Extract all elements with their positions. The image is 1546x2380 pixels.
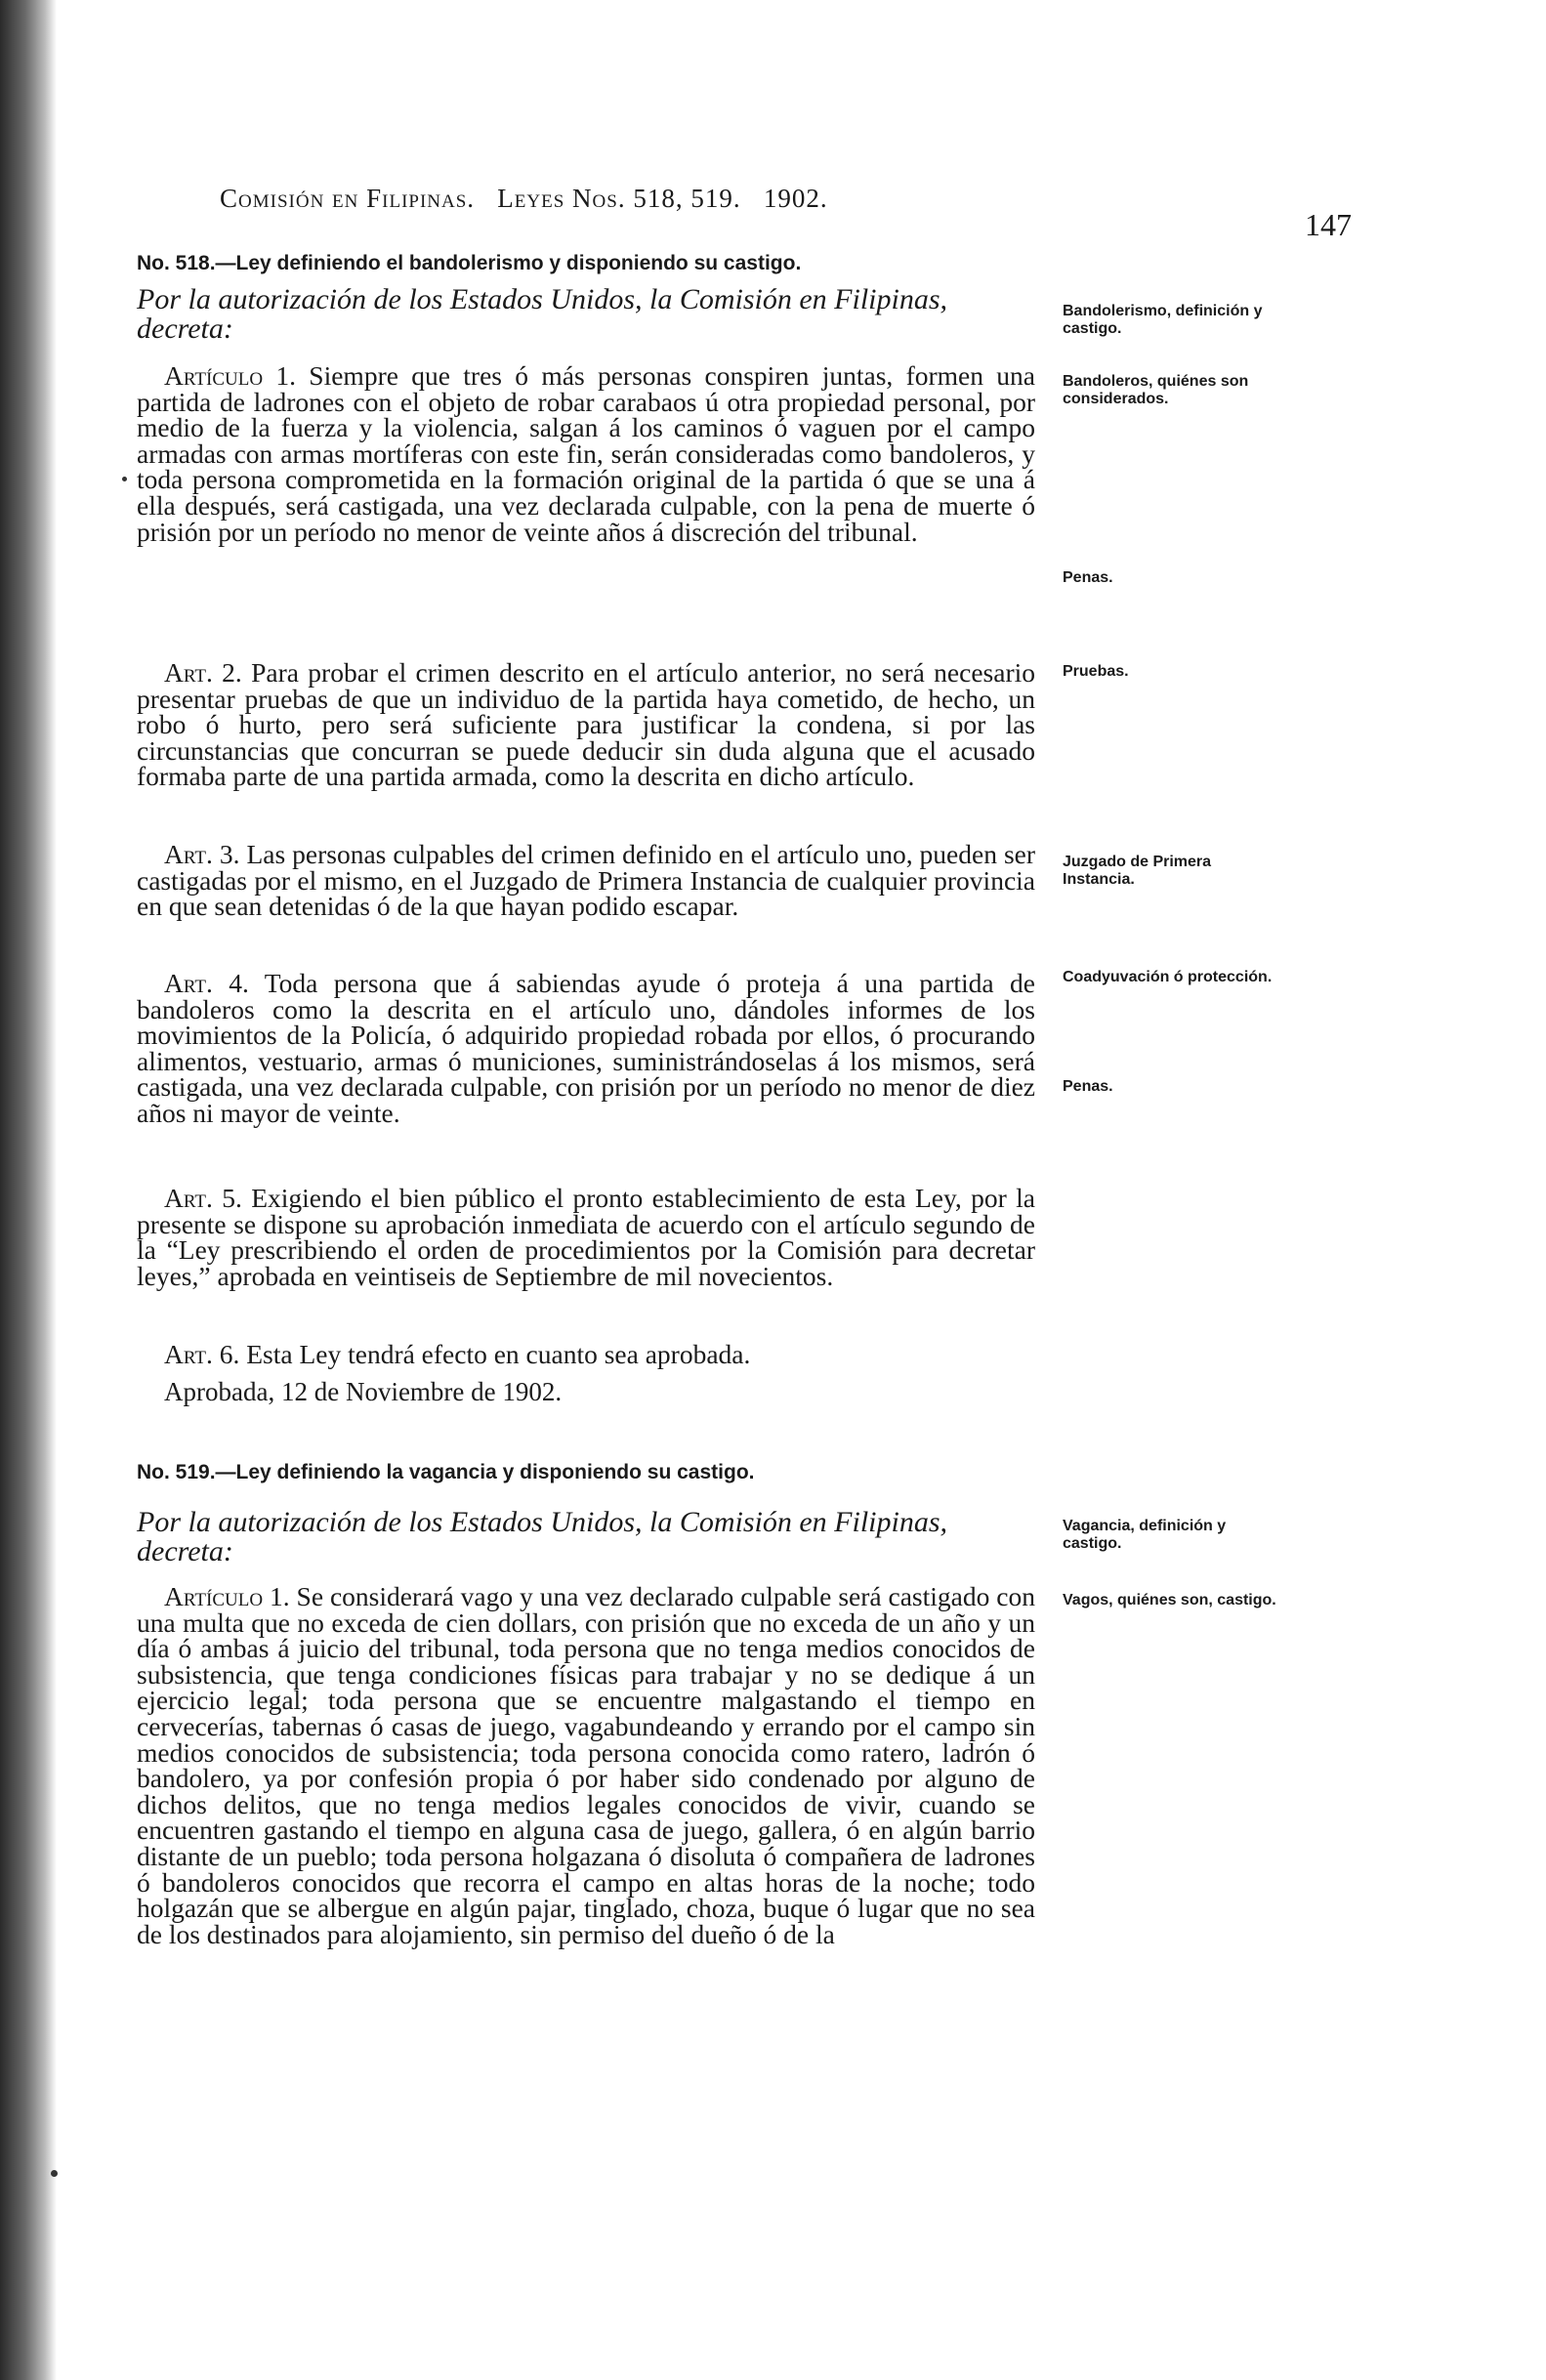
law-518-enacting <box>137 285 1045 344</box>
law-518-art-1 <box>137 360 1036 547</box>
approval-date: Aprobada, 12 de Noviembre de 1902. <box>164 1377 563 1406</box>
law-519-heading: No. 519.—Ley definiendo la vagancia y disponiendo su castigo. <box>137 1461 755 1483</box>
law-519-enacting-clause: Por la autorización de los Estados Unidos, la Comisión en Filipinas, decreta: <box>137 1506 948 1567</box>
law-518-art-4 <box>137 968 1035 1128</box>
article-label: Art. 6. <box>164 1339 240 1369</box>
side-note-penas-2: Penas. <box>1063 1078 1113 1095</box>
law-518-approved <box>137 1377 1035 1407</box>
running-head <box>220 184 1021 214</box>
article-text: Exigiendo el bien público el pronto establecimiento de esta Ley, por la presente se dispone su aprobación inmediata de acuerdo con el artículo segundo de la “Ley prescribiendo el orden de procedimientos por la Comisión para decretar leyes,” aprobada en veintiseis de Septiembre de mil novecientos. <box>137 1183 1035 1291</box>
scan-speck <box>122 477 127 481</box>
side-note-bandolerismo: Bandolerismo, definición y castigo. <box>1063 303 1263 337</box>
article-text: Se considerará vago y una vez declarado culpable será castigado con una multa que no exceda de cien dollars, con prisión que no exceda de un año y un día ó ambas á juicio del tribunal, toda persona que no tenga medios conocidos de subsistencia, que tenga condiciones físicas para trabajar y no se dedique á un ejercicio legal; toda persona que se encuentre malgastando el tiempo en cervecerías, tabernas ó casas de juego, vagabundeando y errando por el campo sin medios conocidos de subsistencia; toda persona conocida como ratero, ladrón ó bandolero, ya por confesión propia ó por haber sido condenado por alguno de dichos delitos, que no tenga medios legales conocidos de vivir, cuando se encuentren gastando el tiempo en alguna casa de juego, gallera, ó en algún barrio distante de un pueblo; toda persona holgazana ó disoluta ó compañera de ladrones ó bandoleros conocidos que recorra el campo en altas horas de la noche; todo holgazán que se albergue en algún pajar, tinglado, choza, buque ó lugar que no sea de los destinados para alojamiento, sin permiso del dueño ó de la <box>137 1581 1036 1949</box>
article-label: Art. 2. <box>164 657 242 688</box>
law-519-art-1 <box>137 1581 1036 1949</box>
article-label: Art. 5. <box>164 1183 242 1213</box>
law-518-art-2 <box>137 657 1036 792</box>
running-head-year: 1902. <box>763 184 828 213</box>
law-519 <box>137 1461 1035 1484</box>
article-label: Art. 4. <box>164 968 249 998</box>
article-text: Para probar el crimen descrito en el artículo anterior, no será necesario presentar pruebas de que un individuo de la partida haya cometido, de hecho, un robo ó hurto, pero será suficiente para justificar la condena, si por las circunstancias que concurran se puede deducir sin duda alguna que el acusado formaba parte de una partida armada, como la descrita en dicho artículo. <box>137 657 1036 792</box>
side-note-bandoleros: Bandoleros, quiénes son considerados. <box>1063 373 1249 407</box>
side-note-penas: Penas. <box>1063 569 1113 586</box>
side-note-vagancia: Vagancia, definición y castigo. <box>1063 1518 1227 1552</box>
article-label: Artículo 1. <box>164 360 296 391</box>
law-518-art-5 <box>137 1183 1035 1291</box>
law-518-heading: No. 518.—Ley definiendo el bandolerismo y disponiendo su castigo. <box>137 252 802 274</box>
article-label: Artículo 1. <box>164 1581 290 1611</box>
page-number: 147 <box>1305 207 1352 242</box>
side-note-vagos: Vagos, quiénes son, castigo. <box>1063 1592 1276 1608</box>
running-head-laws: Leyes Nos. 518, 519. <box>497 184 741 213</box>
side-note-juzgado: Juzgado de Primera Instancia. <box>1063 854 1212 888</box>
article-text: Siempre que tres ó más personas conspiren juntas, formen una partida de ladrones con el objeto de robar carabaos ú otra propiedad personal, por medio de la fuerza y la violencia, salgan á los caminos ó vaguen por el campo armadas con armas mortíferas con este fin, serán consideradas como bandoleros, y toda persona comprometida en la formación original de la partida ó que se una á ella después, será castigada, una vez declarada culpable, con la pena de muerte ó prisión por un período no menor de veinte años á discreción del tribunal. <box>137 360 1036 547</box>
scan-speck <box>51 2170 58 2177</box>
side-note-coadyuvacion: Coadyuvación ó protección. <box>1063 969 1273 985</box>
article-label: Art. 3. <box>164 839 240 869</box>
scan-gutter-shadow <box>0 0 57 2380</box>
law-518-art-6 <box>137 1339 1035 1369</box>
article-text: Las personas culpables del crimen definido en el artículo uno, pueden ser castigadas por el mismo, en el Juzgado de Primera Instancia de cualquier provincia en que sean detenidas ó de la que hayan podido escapar. <box>137 839 1036 922</box>
law-518-art-3 <box>137 839 1036 922</box>
side-note-pruebas: Pruebas. <box>1063 663 1129 680</box>
running-head-commission: Comisión en Filipinas. <box>220 184 476 213</box>
law-518 <box>137 252 1035 275</box>
law-519-enacting <box>137 1508 1045 1566</box>
law-518-enacting-clause: Por la autorización de los Estados Unidos, la Comisión en Filipinas, decreta: <box>137 283 948 345</box>
article-text: Esta Ley tendrá efecto en cuanto sea aprobada. <box>246 1339 751 1369</box>
article-text: Toda persona que á sabiendas ayude ó proteja á una partida de bandoleros como la descrita en el artículo uno, dándoles informes de los movimientos de la Policía, ó adquirido propiedad robada por ellos, ó procurando alimentos, vestuario, armas ó municiones, suministrándoselas á los mismos, será castigada, una vez declarada culpable, con prisión por un período no menor de diez años ni mayor de veinte. <box>137 968 1035 1128</box>
